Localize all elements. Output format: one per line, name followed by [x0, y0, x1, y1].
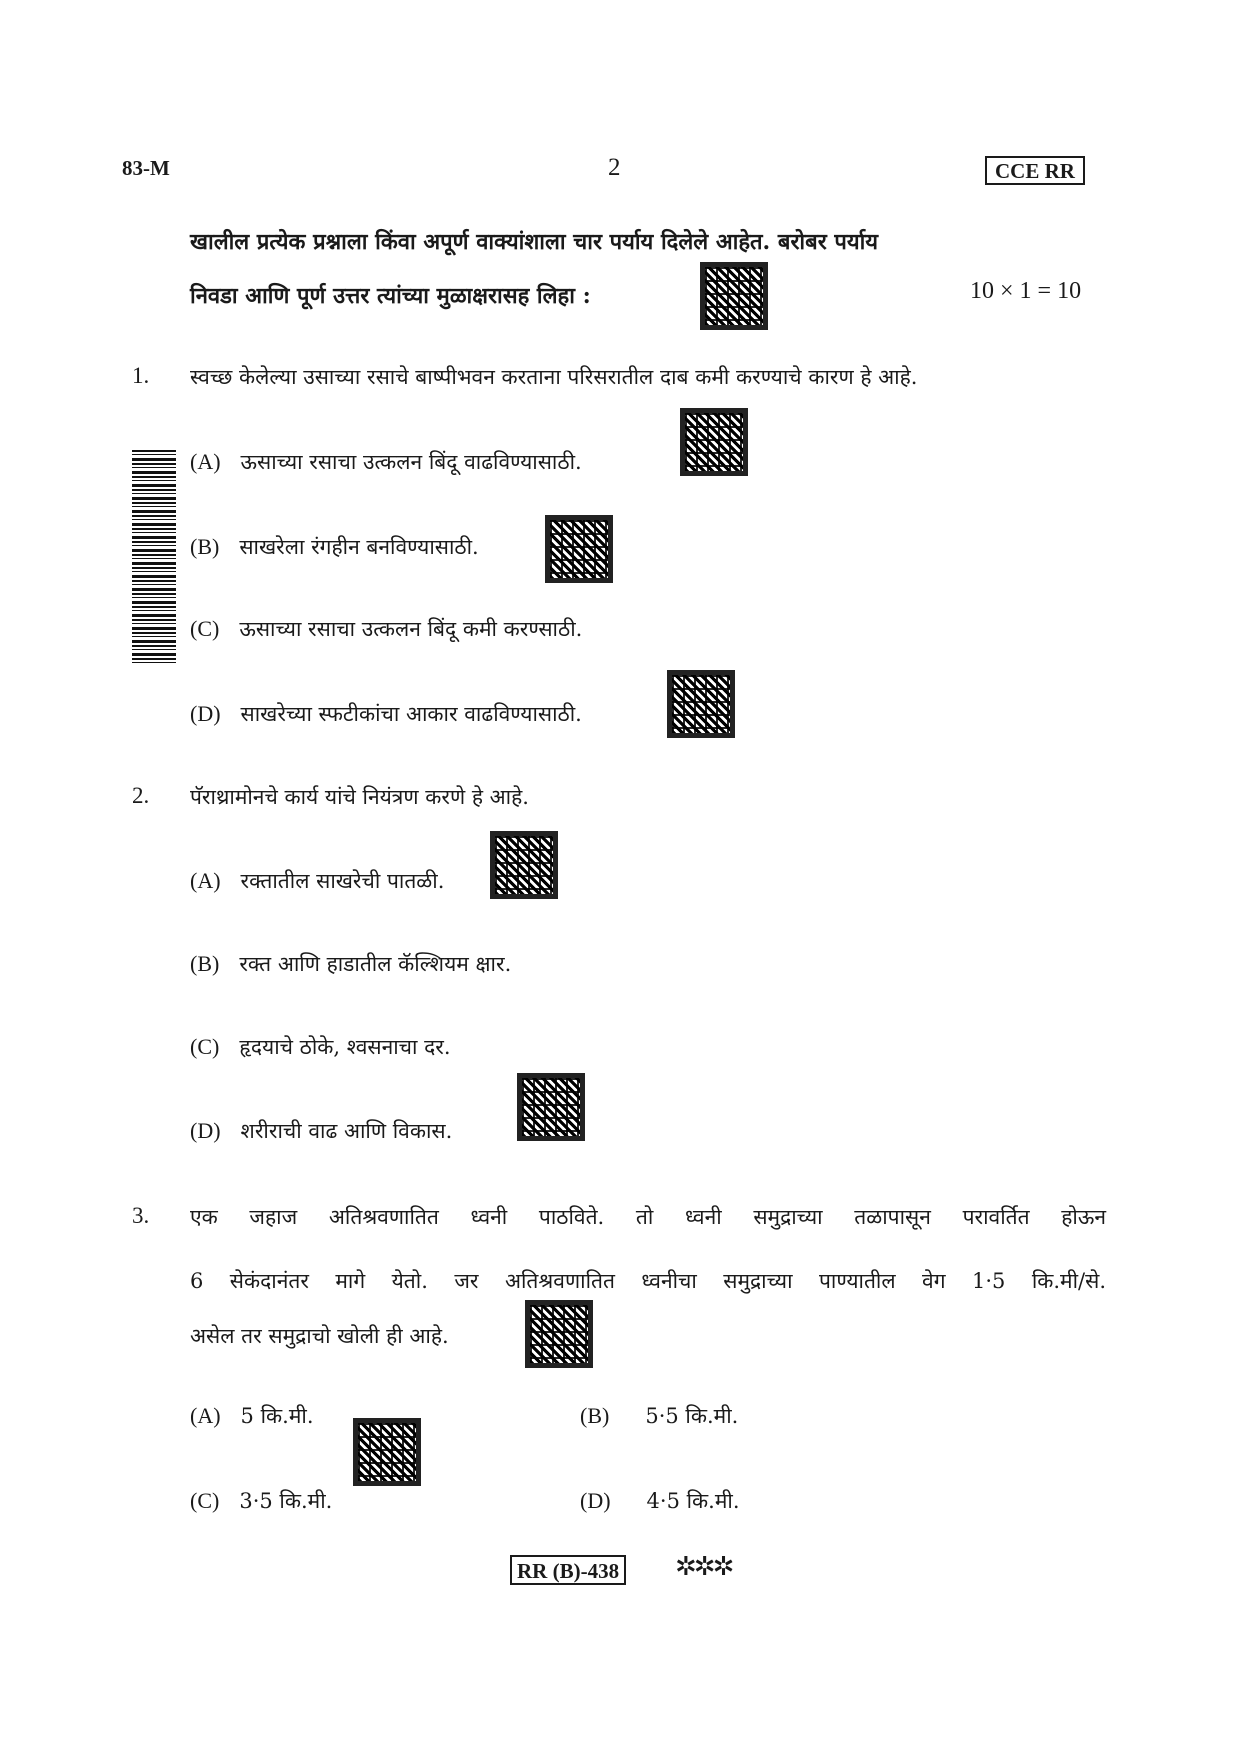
qr-code-icon — [680, 408, 748, 476]
q1-option-b — [190, 533, 479, 561]
option-text: रक्त आणि हाडातील कॅल्शियम क्षार. — [239, 952, 512, 976]
question-2-text: पॅराथ्रामोनचे कार्य यांचे नियंत्रण करणे हे आहे. — [190, 785, 529, 809]
option-letter: (D) — [190, 701, 221, 726]
option-text: 3·5 कि.मी. — [239, 1489, 333, 1513]
option-letter: (B) — [190, 951, 220, 976]
question-3-text-line-1: एक जहाज अतिश्रवणातित ध्वनी पाठविते. तो ध्वनी समुद्राच्या तळापासून परावर्तित होऊन — [190, 1205, 1106, 1229]
qr-code-icon — [353, 1418, 421, 1486]
q2-option-d — [190, 1117, 452, 1145]
q1-option-a — [190, 448, 582, 476]
q3-option-d — [580, 1487, 740, 1515]
q2-option-b — [190, 950, 511, 978]
option-text: साखरेच्या स्फटीकांचा आकार वाढविण्यासाठी. — [240, 702, 582, 726]
option-text: शरीराची वाढ आणि विकास. — [240, 1119, 453, 1143]
option-letter: (C) — [190, 616, 220, 641]
option-text: रक्तातील साखरेची पातळी. — [240, 869, 445, 893]
qr-code-icon — [700, 262, 768, 330]
exam-type-box: CCE RR — [985, 156, 1085, 185]
option-text: ऊसाच्या रसाचा उत्कलन बिंदू वाढविण्यासाठी. — [240, 450, 582, 474]
q2-option-c — [190, 1033, 451, 1061]
option-letter: (D) — [580, 1488, 611, 1513]
qr-code-icon — [545, 515, 613, 583]
instruction-line-1: खालील प्रत्येक प्रश्नाला किंवा अपूर्ण वाक्यांशाला चार पर्याय दिलेले आहेत. बरोबर पर्याय — [190, 229, 879, 255]
option-letter: (A) — [190, 868, 221, 893]
paper-code: 83-M — [122, 156, 170, 180]
option-letter: (C) — [190, 1034, 220, 1059]
option-text: हृदयाचे ठोके, श्वसनाचा दर. — [239, 1035, 451, 1059]
barcode-icon — [132, 450, 176, 665]
question-1-number: 1. — [132, 363, 150, 388]
instruction-line-2: निवडा आणि पूर्ण उत्तर त्यांच्या मुळाक्षरासह लिहा : — [190, 283, 591, 309]
qr-code-icon — [525, 1300, 593, 1368]
qr-code-icon — [490, 831, 558, 899]
q3-option-c — [190, 1487, 332, 1515]
ornament-icon: ✲✲✲ — [675, 1552, 732, 1582]
q3-option-b — [580, 1402, 738, 1430]
question-2-number: 2. — [132, 783, 150, 808]
option-text: 4·5 कि.मी. — [646, 1489, 740, 1513]
option-letter: (C) — [190, 1488, 220, 1513]
option-text: साखरेला रंगहीन बनविण्यासाठी. — [239, 535, 479, 559]
option-text: ऊसाच्या रसाचा उत्कलन बिंदू कमी करण्साठी. — [239, 617, 583, 641]
marks-label: 10 × 1 = 10 — [970, 278, 1082, 304]
option-text: 5·5 कि.मी. — [645, 1404, 739, 1428]
q1-option-d — [190, 700, 582, 728]
page-number: 2 — [608, 154, 621, 181]
option-letter: (A) — [190, 1403, 221, 1428]
question-3-number: 3. — [132, 1203, 150, 1228]
question-3-text-line-3: असेल तर समुद्राचो खोली ही आहे. — [190, 1324, 449, 1348]
option-letter: (A) — [190, 449, 221, 474]
qr-code-icon — [517, 1073, 585, 1141]
q1-option-c — [190, 615, 582, 643]
q3-option-a — [190, 1402, 314, 1430]
option-letter: (B) — [580, 1403, 610, 1428]
option-letter: (D) — [190, 1118, 221, 1143]
option-text: 5 कि.मी. — [240, 1404, 314, 1428]
qr-code-icon — [667, 670, 735, 738]
booklet-code-box: RR (B)-438 — [510, 1555, 626, 1585]
question-3-text-line-2: 6 सेकंदानंतर मागे येतो. जर अतिश्रवणातित ध्वनीचा समुद्राच्या पाण्यातील वेग 1·5 कि.मी/से. — [190, 1269, 1106, 1293]
option-letter: (B) — [190, 534, 220, 559]
q2-option-a — [190, 867, 444, 895]
question-1-text: स्वच्छ केलेल्या उसाच्या रसाचे बाष्पीभवन करताना परिसरातील दाब कमी करण्याचे कारण हे आहे. — [190, 365, 918, 389]
